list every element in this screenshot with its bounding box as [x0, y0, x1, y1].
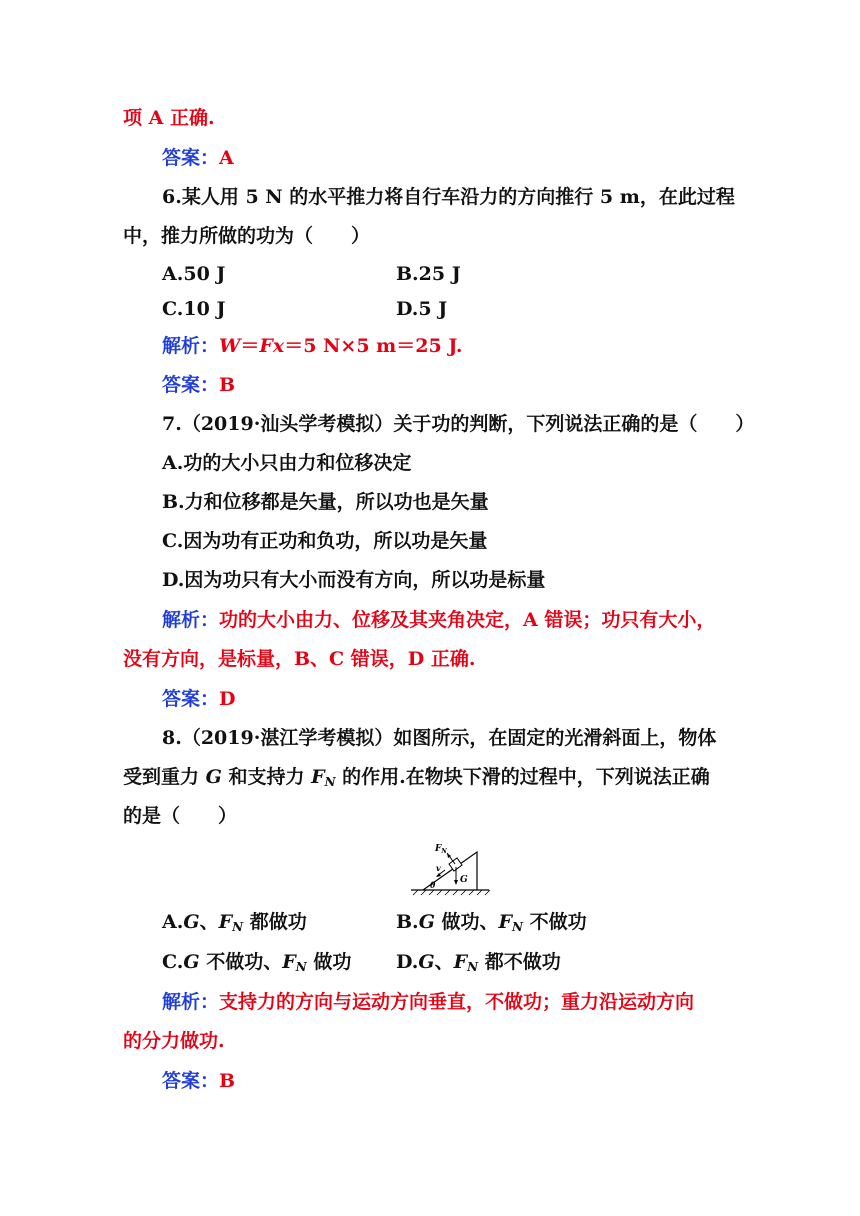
analysis-label: 解析： — [162, 991, 220, 1013]
text: 都做功 — [243, 911, 307, 933]
q8-stem-line1: 8.（2019·湛江学考模拟）如图所示，在固定的光滑斜面上，物体 — [162, 727, 717, 749]
text: 、 — [199, 911, 219, 933]
symbol-f: F — [498, 911, 513, 933]
text: 和支持力 — [221, 766, 312, 788]
symbol-f: F — [311, 766, 325, 788]
symbol-g: G — [183, 911, 200, 933]
subscript-n: N — [512, 920, 524, 934]
label-fn: $F_N$ — [435, 844, 447, 855]
label-theta: θ — [430, 880, 436, 890]
symbol-g: G — [205, 766, 222, 788]
subscript-n: N — [324, 775, 336, 789]
q6-stem-line1: 6.某人用 5 N 的水平推力将自行车沿力的方向推行 5 m，在此过程 — [162, 186, 735, 208]
q7-stem: 7.（2019·汕头学考模拟）关于功的判断，下列说法正确的是（ ） — [162, 413, 755, 435]
q6-option-a: A.50 J — [162, 263, 226, 285]
q7-option-a: A.功的大小只由力和位移决定 — [162, 452, 412, 474]
prev-analysis-tail: 项 A 正确. — [123, 107, 215, 129]
subscript-n: N — [295, 960, 307, 974]
text: 不做功、 — [199, 951, 283, 973]
text: 的作用.在物块下滑的过程中，下列说法正确 — [335, 766, 710, 788]
answer-label: 答案： — [162, 688, 220, 710]
answer-value: B — [219, 1070, 236, 1092]
formula-x: x — [272, 335, 285, 357]
q8-analysis-line1 — [162, 989, 694, 1015]
q8-analysis-line2: 的分力做功. — [123, 1030, 225, 1052]
symbol-f: F — [282, 951, 296, 973]
answer-6 — [162, 372, 235, 398]
symbol-f: F — [453, 951, 468, 973]
text: B. — [396, 911, 419, 933]
formula-f: F — [259, 335, 273, 357]
formula-w: W — [219, 335, 241, 357]
text: D. — [396, 951, 419, 973]
q7-analysis-line2: 没有方向，是标量，B、C 错误，D 正确. — [123, 648, 476, 670]
analysis-text: 支持力的方向与运动方向垂直，不做功；重力沿运动方向 — [219, 991, 695, 1013]
answer-value: A — [219, 147, 234, 169]
q6-option-c: C.10 J — [162, 298, 226, 320]
answer-value: B — [219, 374, 236, 396]
answer-label: 答案： — [162, 147, 220, 169]
q8-option-d — [396, 949, 561, 975]
formula-rest: ＝5 N×5 m＝25 J. — [284, 335, 463, 357]
q8-option-c — [162, 949, 351, 975]
analysis-label: 解析： — [162, 335, 220, 357]
symbol-g: G — [418, 911, 435, 933]
ground-hatch — [413, 890, 490, 895]
answer-7 — [162, 686, 236, 712]
answer-value: D — [219, 688, 236, 710]
text: 、 — [434, 951, 454, 973]
answer-label: 答案： — [162, 1070, 220, 1092]
q8-option-a — [162, 909, 307, 935]
text: A. — [162, 911, 184, 933]
arrow-head — [454, 880, 458, 885]
q8-stem-line3: 的是（ ） — [123, 805, 238, 827]
text: 都不做功 — [478, 951, 561, 973]
answer-8 — [162, 1068, 235, 1094]
q8-option-b — [396, 909, 587, 935]
q6-option-d: D.5 J — [396, 298, 448, 320]
q6-stem-line2: 中，推力所做的功为（ ） — [123, 225, 371, 247]
text: 做功 — [306, 951, 352, 973]
text: 受到重力 — [123, 766, 206, 788]
symbol-g: G — [418, 951, 435, 973]
text: 不做功 — [523, 911, 587, 933]
label-g: G — [460, 875, 468, 885]
q8-stem-line2 — [123, 764, 710, 790]
label-v: v — [436, 863, 441, 873]
answer-5 — [162, 145, 234, 171]
symbol-g: G — [183, 951, 200, 973]
formula-eq: ＝ — [240, 335, 260, 357]
analysis-text: 功的大小由力、位移及其夹角决定，A 错误；功只有大小， — [219, 609, 716, 631]
text: 做功、 — [434, 911, 499, 933]
q7-analysis-line1 — [162, 607, 715, 633]
incline-figure — [405, 838, 495, 896]
q6-option-b: B.25 J — [396, 263, 461, 285]
subscript-n: N — [232, 920, 244, 934]
subscript-n: N — [467, 960, 479, 974]
q6-analysis — [162, 333, 462, 359]
answer-label: 答案： — [162, 374, 220, 396]
q7-option-d: D.因为功只有大小而没有方向，所以功是标量 — [162, 569, 546, 591]
analysis-label: 解析： — [162, 609, 220, 631]
text: C. — [162, 951, 184, 973]
q7-option-b: B.力和位移都是矢量，所以功也是矢量 — [162, 491, 489, 513]
symbol-f: F — [218, 911, 233, 933]
q7-option-c: C.因为功有正功和负功，所以功是矢量 — [162, 530, 488, 552]
